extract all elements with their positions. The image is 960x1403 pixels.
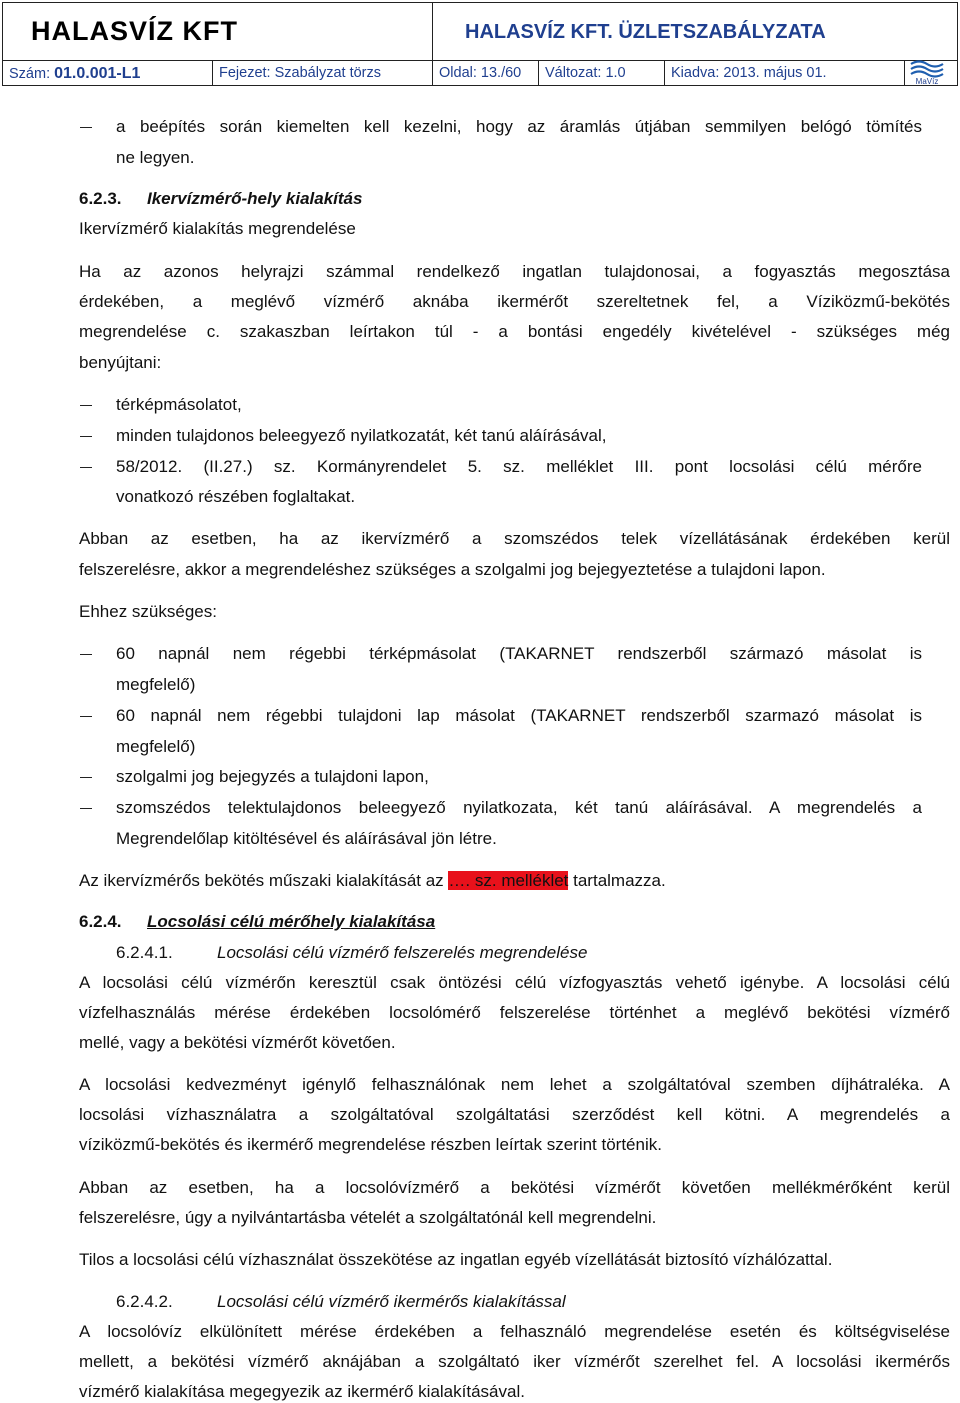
highlighted-reference: …. sz. melléklet [448,871,569,890]
bullet-dash [80,777,92,778]
paragraph-line: víziközmű-bekötés és ikermérő megrendelése részben leírtak szerint történik. [79,1135,662,1154]
paragraph-line [79,871,666,891]
paragraph-line: Ehhez szükséges: [79,602,217,621]
section-title: Ikervízmérő-hely kialakítás [147,189,363,208]
list-item: szolgalmi jog bejegyzés a tulajdoni lapon, [116,767,429,786]
paragraph-line: A locsolási kedvezményt igénylő felhasználónak nem lehet a szolgáltatóval szemben díjhátraléka. A [79,1075,950,1094]
subsection-title: Locsolási célú vízmérő ikermérős kialakítással [217,1292,566,1311]
document-title: HALASVÍZ KFT. ÜZLETSZABÁLYZATA [465,21,826,43]
logo-text: MaVíz [915,77,939,86]
paragraph-line: Ha az azonos helyrajzi számmal rendelkező ingatlan tulajdonosai, a fogyasztás megosztása [79,262,950,281]
subsection-number: 6.2.4.1. [116,943,173,962]
chapter-cell: Fejezet: Szabályzat törzs [213,61,433,86]
text-run: tartalmazza. [568,871,666,890]
paragraph-line: Tilos a locsolási célú vízhasználat összekötése az ingatlan egyéb vízellátását biztosító vízhálózattal. [79,1250,833,1269]
paragraph-line: megrendelése c. szakaszban leírtakon túl - a bontási engedély kivételével - szükséges még [79,322,950,341]
section-subtitle: Ikervízmérő kialakítás megrendelése [79,219,356,238]
list-item: szomszédos telektulajdonos beleegyező nyilatkozata, két tanú aláírásával. A megrendelés a [116,798,922,817]
paragraph-line: benyújtani: [79,353,162,372]
section-number: 6.2.3. [79,189,122,208]
bullet-dash [80,405,92,406]
list-item: megfelelő) [116,737,196,756]
doc-number-cell [3,61,213,86]
paragraph-line: A locsolási célú vízmérőn keresztül csak öntözési célú vízfogyasztás vehető igénybe. A locsolási célú [79,973,950,992]
section-number: 6.2.4. [79,912,122,931]
bullet-dash [80,436,92,437]
list-item: minden tulajdonos beleegyező nyilatkozatát, két tanú aláírásával, [116,426,607,445]
list-item: 60 napnál nem régebbi térképmásolat (TAKARNET rendszerből származó másolat is [116,644,922,663]
paragraph-line: felszerelésre, úgy a nyilvántartásba vételét a szolgáltatónál kell megrendelni. [79,1208,657,1227]
paragraph-line: vízfelhasználás mérése érdekében locsolómérő felszerelése történhet a meglévő bekötési vízmérő [79,1003,950,1022]
bullet-text: ne legyen. [116,148,195,167]
list-item: 60 napnál nem régebbi tulajdoni lap másolat (TAKARNET rendszerből szarmazó másolat is [116,706,922,725]
bullet-dash [80,716,92,717]
doc-number-label: Szám: [9,66,51,82]
bullet-dash [80,467,92,468]
paragraph-line: A locsolóvíz elkülönített mérése érdekében a felhasználó megrendelése esetén és költségviselése [79,1322,950,1341]
bullet-text: a beépítés során kiemelten kell kezelni, hogy az áramlás útjában semmilyen belógó tömítés [116,117,922,136]
doc-number-value: 01.0.001-L1 [54,65,141,82]
bullet-dash [80,654,92,655]
header-info-row [3,61,957,86]
list-item: térképmásolatot, [116,395,242,414]
paragraph-line: Abban az esetben, ha az ikervízmérő a szomszédos telek vízellátásának érdekében kerül [79,529,950,548]
list-item: megfelelő) [116,675,196,694]
list-item: vonatkozó részében foglaltakat. [116,487,356,506]
bullet-dash [80,127,92,128]
header-top-row [3,3,957,61]
paragraph-line: felszerelésre, akkor a megrendeléshez szükséges a szolgalmi jog bejegyeztetése a tulajdoni lapon. [79,560,826,579]
paragraph-line: locsolási vízhasználatra a szolgáltatóval szolgáltatási szerződést kell kötni. A megrendelés a [79,1105,950,1124]
paragraph-line: Abban az esetben, ha a locsolóvízmérő a bekötési vízmérőt követően mellékmérőként kerül [79,1178,950,1197]
mavíz-logo [905,58,949,86]
list-item: Megrendelőlap kitöltésével és aláírásával jön létre. [116,829,497,848]
paragraph-line: vízmérő kialakítása megegyezik az ikermérő kialakításával. [79,1382,525,1401]
paragraph-line: érdekében, a meglévő vízmérő aknába ikermérőt szereltetnek fel, a Víziközmű-bekötés [79,292,950,311]
list-item: 58/2012. (II.27.) sz. Kormányrendelet 5. sz. melléklet III. pont locsolási célú mérőre [116,457,922,476]
bullet-dash [80,808,92,809]
company-cell [3,3,433,61]
version-cell: Változat: 1.0 [539,61,665,86]
page-cell: Oldal: 13./60 [433,61,539,86]
text-run: Az ikervízmérős bekötés műszaki kialakítását az [79,871,449,890]
subsection-number: 6.2.4.2. [116,1292,173,1311]
subsection-title: Locsolási célú vízmérő felszerelés megrendelése [217,943,588,962]
issued-cell: Kiadva: 2013. május 01. [665,61,905,86]
section-title: Locsolási célú mérőhely kialakítása [147,912,436,931]
paragraph-line: mellé, vagy a bekötési vízmérőt követően. [79,1033,396,1052]
company-name: HALASVÍZ KFT [31,16,238,46]
paragraph-line: mellett, a bekötési vízmérő aknájában a szolgáltató iker vízmérőt szerelhet fel. A locsolási ikermérős [79,1352,950,1371]
document-header [2,2,958,86]
